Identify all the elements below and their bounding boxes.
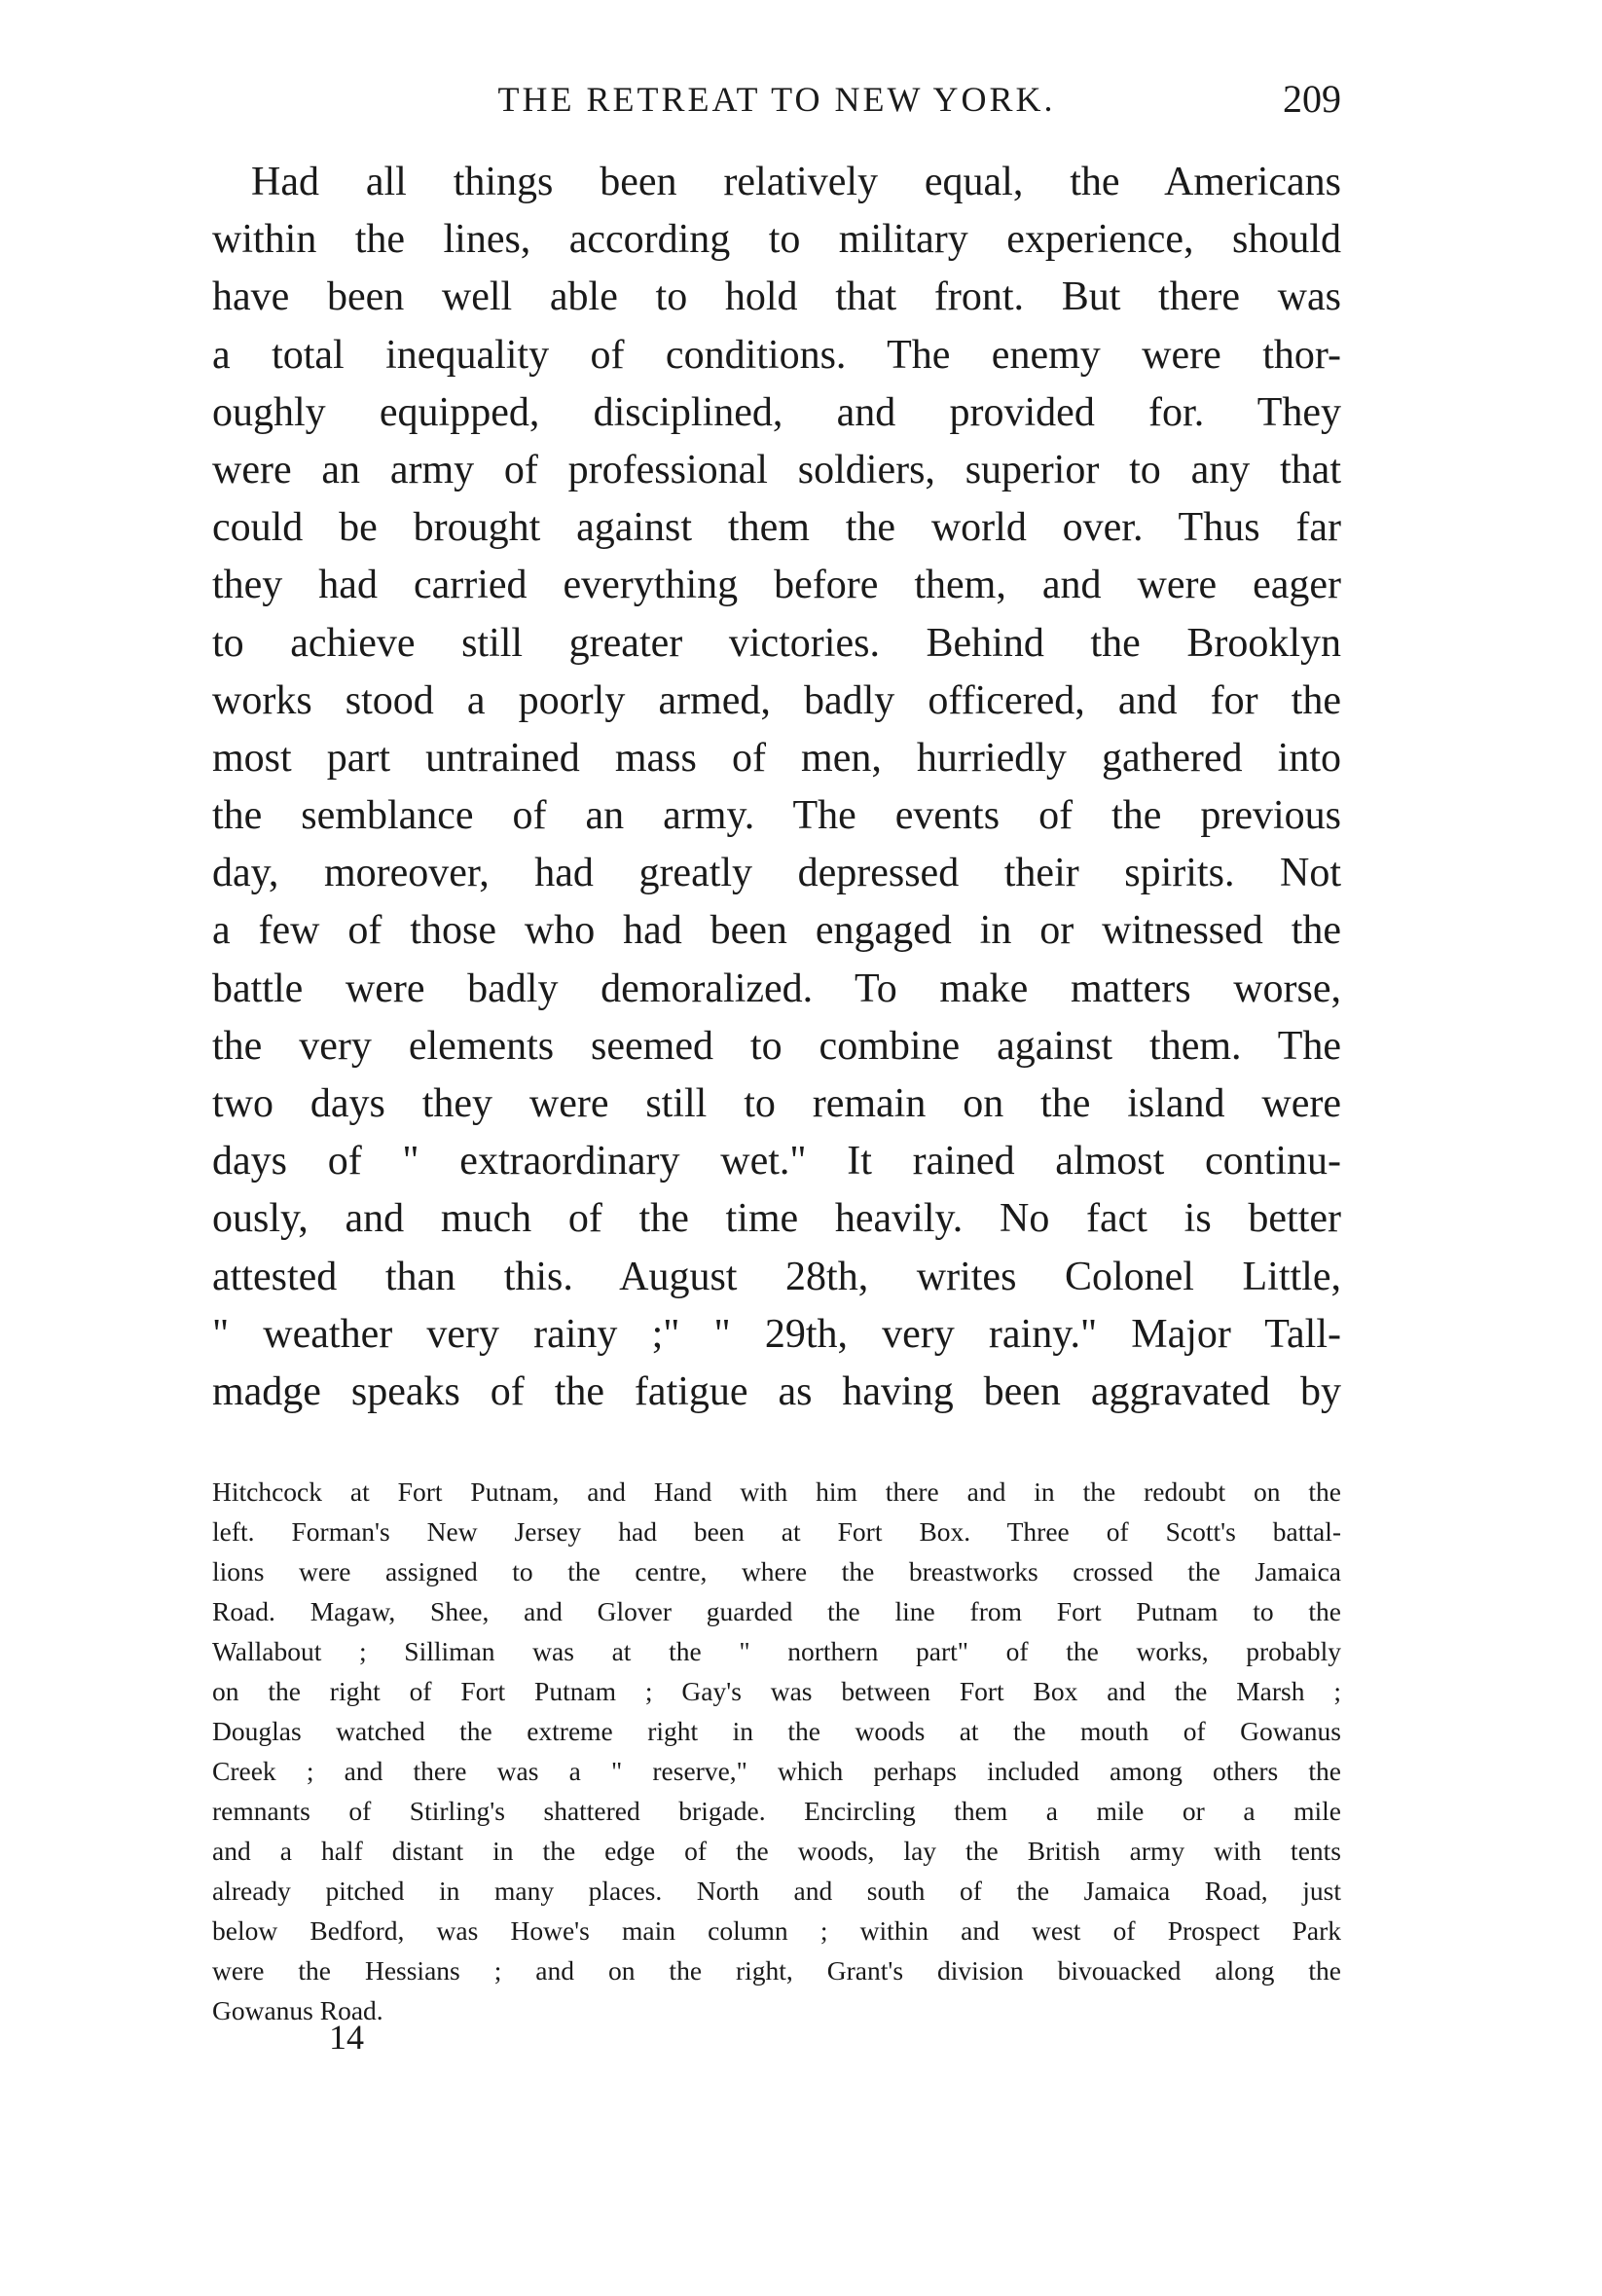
body-line: a few of those who had been engaged in or witnessed the xyxy=(212,908,1341,954)
body-line: a total inequality of conditions. The enemy were thor- xyxy=(212,332,1341,378)
footnote-line: lions were assigned to the centre, where the breastworks crossed the Jamaica xyxy=(212,1556,1341,1586)
body-line: oughly equipped, disciplined, and provided for. They xyxy=(212,389,1341,435)
body-line: madge speaks of the fatigue as having been aggravated by xyxy=(212,1368,1341,1414)
body-line: ously, and much of the time heavily. No fact is better xyxy=(212,1196,1341,1242)
footnote-line: Creek ; and there was a " reserve," which perhaps included among others the xyxy=(212,1756,1341,1786)
footnote-line: already pitched in many places. North and south of the Jamaica Road, just xyxy=(212,1876,1341,1906)
footnote-line: below Bedford, was Howe's main column ; within and west of Prospect Park xyxy=(212,1915,1341,1946)
footnote-line: Road. Magaw, Shee, and Glover guarded the line from Fort Putnam to the xyxy=(212,1596,1341,1626)
body-line: within the lines, according to military experience, should xyxy=(212,217,1341,263)
footnote-line: and a half distant in the edge of the woods, lay the British army with tents xyxy=(212,1836,1341,1866)
footnote xyxy=(212,1472,1341,2030)
footnote-line: Wallabout ; Silliman was at the " northern part" of the works, probably xyxy=(212,1636,1341,1666)
body-line: most part untrained mass of men, hurriedly gathered into xyxy=(212,735,1341,781)
signature-mark: 14 xyxy=(329,2018,364,2057)
body-line: were an army of professional soldiers, superior to any that xyxy=(212,447,1341,492)
body-line: days of " extraordinary wet." It rained almost continu- xyxy=(212,1139,1341,1184)
body-line: to achieve still greater victories. Behind the Brooklyn xyxy=(212,620,1341,666)
footnote-line: left. Forman's New Jersey had been at Fort Box. Three of Scott's battal- xyxy=(212,1516,1341,1547)
body-line: day, moreover, had greatly depressed their spirits. Not xyxy=(212,851,1341,896)
body-line: the semblance of an army. The events of the previous xyxy=(212,793,1341,839)
footnote-line: Douglas watched the extreme right in the woods at the mouth of Gowanus xyxy=(212,1716,1341,1746)
footnote-line: Hitchcock at Fort Putnam, and Hand with him there and in the redoubt on the xyxy=(212,1476,1341,1507)
body-line: works stood a poorly armed, badly officered, and for the xyxy=(212,677,1341,723)
body-line: the very elements seemed to combine against them. The xyxy=(212,1023,1341,1069)
footnote-line: remnants of Stirling's shattered brigade. Encircling them a mile or a mile xyxy=(212,1796,1341,1826)
body-line: could be brought against them the world over. Thus far xyxy=(212,505,1341,551)
footnote-line: Gowanus Road. xyxy=(212,1995,383,2025)
running-title: THE RETREAT TO NEW YORK. xyxy=(497,80,1056,119)
page-number: 209 xyxy=(1283,77,1341,121)
main-text xyxy=(212,154,1341,1421)
body-line: two days they were still to remain on the island were xyxy=(212,1081,1341,1126)
body-line: they had carried everything before them, and were eager xyxy=(212,563,1341,608)
running-head xyxy=(212,70,1341,128)
body-line: have been well able to hold that front. But there was xyxy=(212,274,1341,320)
footnote-line: were the Hessians ; and on the right, Grant's division bivouacked along the xyxy=(212,1955,1341,1986)
body-line: battle were badly demoralized. To make matters worse, xyxy=(212,966,1341,1011)
body-line: " weather very rainy ;" " 29th, very rainy." Major Tall- xyxy=(212,1311,1341,1357)
footnote-line: on the right of Fort Putnam ; Gay's was between Fort Box and the Marsh ; xyxy=(212,1676,1341,1706)
body-line: attested than this. August 28th, writes Colonel Little, xyxy=(212,1254,1341,1299)
body-line: Had all things been relatively equal, the Americans xyxy=(251,160,1341,204)
